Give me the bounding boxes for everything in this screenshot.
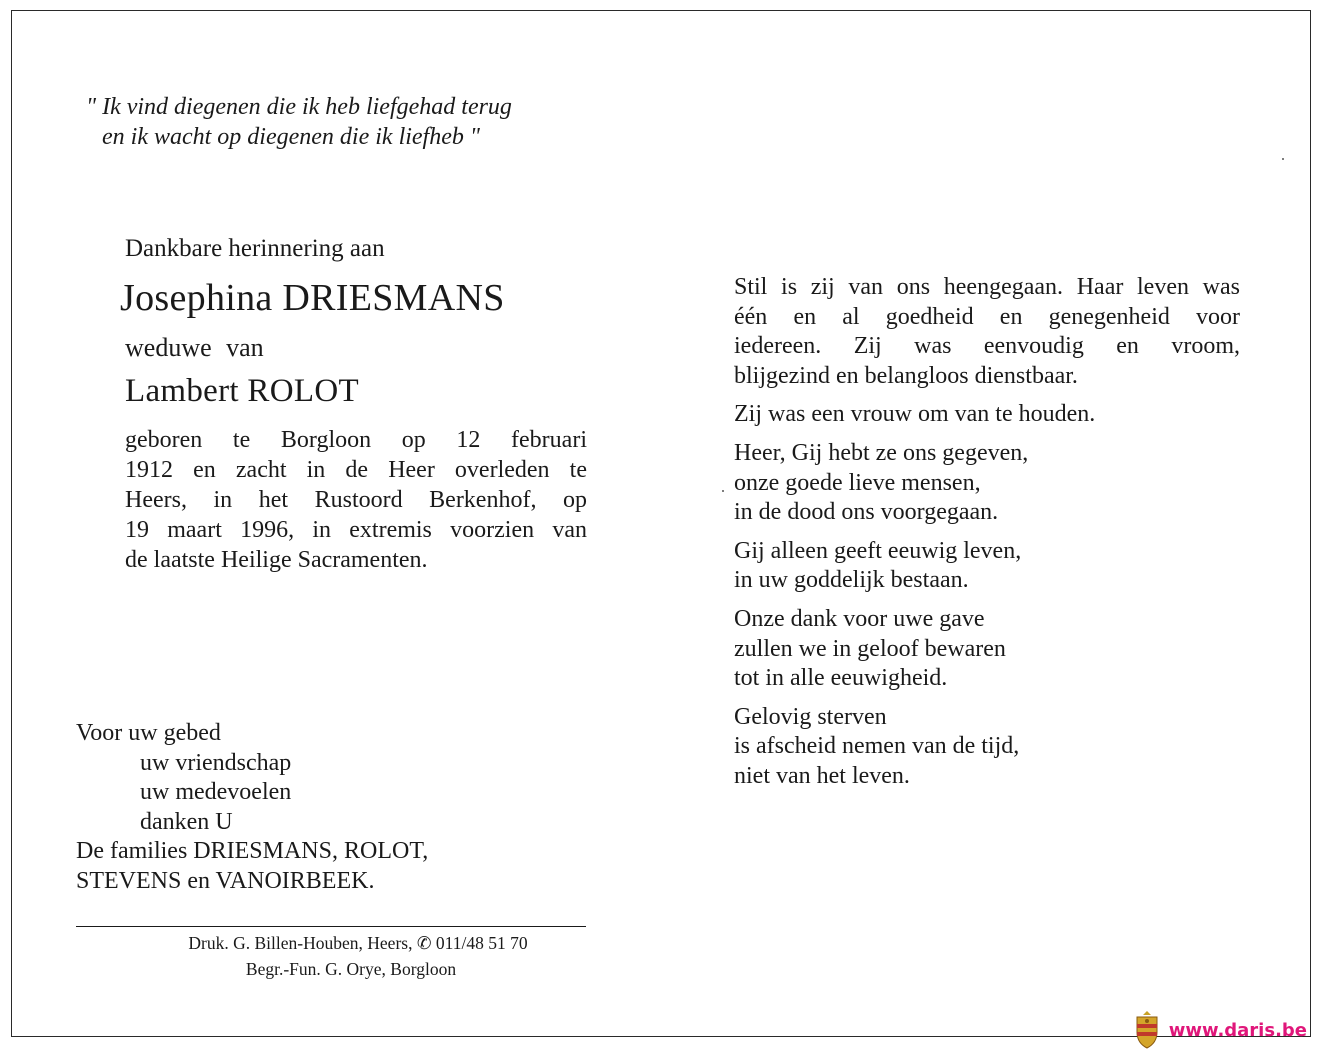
poem-line: Zij was een vrouw om van te houden. (734, 401, 1096, 428)
poem-line: blijgezind en belangloos dienstbaar. (734, 362, 1078, 389)
memorial-intro: Dankbare herinnering aan (125, 235, 385, 262)
poem (734, 273, 1240, 801)
divider-rule (76, 926, 586, 927)
deceased-name: Josephina DRIESMANS (120, 277, 505, 319)
poem-line: onze goede lieve mensen, (734, 469, 981, 496)
printer-credits (76, 930, 586, 982)
watermark[interactable] (1133, 1010, 1307, 1050)
quote-line: en ik wacht op diegenen die ik liefheb " (102, 124, 480, 150)
widow-of-label: weduwe van (125, 333, 264, 362)
poem-line: iedereen. Zij was eenvoudig en vroom, (734, 333, 1240, 360)
poem-stanza (734, 273, 1240, 391)
poem-line: Stil is zij van ons heengegaan. Haar leven was (734, 274, 1240, 300)
poem-line: één en al goedheid en genegenheid voor (734, 303, 1240, 330)
thanks-line: uw vriendschap (140, 749, 292, 776)
coat-of-arms-icon (1133, 1010, 1161, 1050)
biography (125, 425, 587, 575)
thanks-line: Voor uw gebed (76, 720, 221, 746)
opening-quote (86, 92, 512, 152)
print-speck (722, 490, 724, 492)
poem-stanza (734, 439, 1240, 528)
thanks-line: danken U (140, 808, 233, 835)
families-line: De families DRIESMANS, ROLOT, (76, 838, 429, 864)
poem-line: in uw goddelijk bestaan. (734, 567, 969, 594)
poem-line: Heer, Gij hebt ze ons gegeven, (734, 439, 1029, 466)
poem-line: Gij alleen geeft eeuwig leven, (734, 537, 1022, 564)
thanks-section (76, 719, 428, 896)
poem-line: is afscheid nemen van de tijd, (734, 733, 1020, 760)
watermark-link[interactable]: www.daris.be (1168, 1019, 1307, 1041)
poem-stanza (734, 605, 1240, 694)
poem-line: niet van het leven. (734, 762, 910, 789)
quote-line: " Ik vind diegenen die ik heb liefgehad terug (86, 94, 512, 120)
poem-line: zullen we in geloof bewaren (734, 635, 1006, 662)
funeral-director-line: Begr.-Fun. G. Orye, Borgloon (245, 959, 457, 979)
biography-line: de laatste Heilige Sacramenten. (125, 547, 428, 573)
families-line: STEVENS en VANOIRBEEK. (76, 867, 375, 894)
biography-line: Heers, in het Rustoord Berkenhof, op (125, 487, 587, 513)
poem-line: in de dood ons voorgegaan. (734, 499, 999, 526)
poem-stanza (734, 537, 1240, 596)
print-speck (1282, 158, 1284, 160)
poem-stanza (734, 400, 1240, 430)
biography-line: 1912 en zacht in de Heer overleden te (125, 457, 587, 483)
printer-line: Druk. G. Billen-Houben, Heers, ✆ 011/48 51 70 (188, 933, 528, 953)
poem-line: Gelovig sterven (734, 703, 887, 730)
biography-line: geboren te Borgloon op 12 februari (125, 427, 587, 453)
spouse-name: Lambert ROLOT (125, 373, 359, 409)
poem-line: Onze dank voor uwe gave (734, 605, 985, 632)
poem-stanza (734, 703, 1240, 792)
thanks-line: uw medevoelen (140, 779, 292, 805)
poem-line: tot in alle eeuwigheid. (734, 665, 948, 692)
biography-line: 19 maart 1996, in extremis voorzien van (125, 517, 587, 543)
